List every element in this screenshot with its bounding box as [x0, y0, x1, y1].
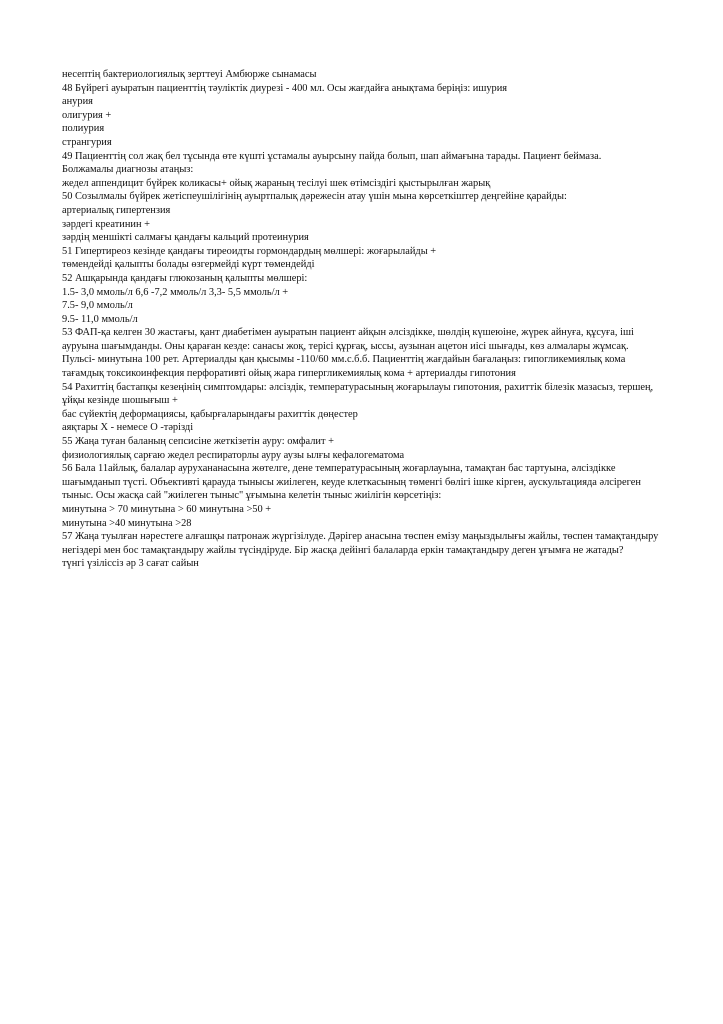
answer-option: 7.5- 9,0 ммоль/л: [62, 300, 133, 312]
answer-options: 1.5- 3,0 ммоль/л 6,6 -7,2 ммоль/л 3,3- 5,5 ммоль/л +: [62, 286, 289, 298]
question-55: 55 Жаңа туған баланың сепсисіне жеткізетін ауру: омфалит +: [62, 436, 334, 448]
answer-option: зәрдегі креатинин +: [62, 218, 150, 230]
question-48: 48 Бүйрегі ауыратын пациенттің тәуліктік диурезі - 400 мл. Осы жағдайға анықтама беріңіз: ишурия: [62, 82, 508, 94]
question-50: 50 Созылмалы бүйрек жетіспеушілігінің ауыртпалық дәрежесін атау үшін мына көрсеткіштер деңгейіне қарайды:: [62, 191, 567, 203]
answer-option: полиурия: [62, 123, 105, 135]
answer-option: олигурия +: [62, 109, 112, 121]
question-53: 53 ФАП-қа келген 30 жастағы, қант диабетімен ауыратын пациент айқын әлсіздікке, шөлдің күшеюіне, жүрек айнуға, құсуға, іші ауруына шағымданды. Оны қараған кезде: санасы жоқ, терісі құрғақ, ыссы, аузынан ацетон иісі шығады, көз алмалары жұмсақ. Пульсі- минутына 100 рет. Артериалды қан қысымы -110/60 мм.с.б.б. Пациенттің жағдайын бағалаңыз: гипогликемиялық кома тағамдық токсикоинфекция перфоративті ойық жара гипергликемиялық кома + артериалды гипотония: [62, 327, 634, 380]
question-54: 54 Рахиттің бастапқы кезеңінің симптомдары: әлсіздік, температурасының жоғарылауы гипотония, рахиттік білезік мазасыз, тершең, ұйқы кезінде шошығыш +: [62, 381, 654, 407]
answer-option: түнгі үзіліссіз әр 3 сағат сайын: [62, 558, 199, 570]
document-text: [62, 68, 672, 571]
question-57: 57 Жаңа туылған нәрестеге алғашқы патронаж жүргізілуде. Дәрігер анасына төспен емізу маңыздылығы жайлы, төспен тамақтандыру негіздері мен бос тамақтандыру жайлы түсіндіруде. Бір жасқа дейінгі балаларда еркін тамақтандыру деген ұғымға не жатады?: [62, 531, 659, 556]
question-56: 56 Бала 11айлық, балалар аурухананасына жөтелге, дене температурасының жоғарлауына, тамақтан бас тартуына, әлсіздікке шағымданып түсті. Объективті қарауда тынысы жиілеген, кеуде клеткасының төменгі бөлігі ішке кірген, аускультацияда әлсіреген тыныс. Осы жасқа сай "жиілеген тыныс" ұғымына келетін тыныс жиілігін көрсетіңіз:: [62, 463, 641, 502]
text-line: несептің бактериологиялық зерттеуі Амбюрже сынамасы: [62, 69, 317, 80]
answer-options: төмендейді қалыпты болады өзгермейді күрт төмендейді: [62, 259, 315, 271]
question-49: 49 Пациенттің сол жақ бел тұсында өте күшті ұстамалы ауырсыну пайда болып, шап аймағына тарады. Пациент беймаза.: [62, 150, 602, 162]
text-line: Болжамалы диагнозы атаңыз:: [62, 164, 194, 176]
answer-option: анурия: [62, 96, 93, 108]
answer-options: минутына > 70 минутына > 60 минутына >50 +: [62, 504, 272, 515]
question-52: 52 Ашқарында қандағы глюкозаның қалыпты мөлшері:: [62, 272, 308, 284]
question-51: 51 Гипертиреоз кезінде қандағы тиреоидты гормондардың мөлшері: жоғарылайды +: [62, 245, 437, 257]
answer-option: 9.5- 11,0 ммоль/л: [62, 313, 138, 325]
answer-options: минутына >40 минутына >28: [62, 517, 192, 529]
answer-options: жедел аппендицит бүйрек коликасы+ ойық жараның тесілуі шек өтімсіздігі қыстырылған жарық: [62, 177, 491, 189]
answer-option: бас сүйектің деформациясы, қабырғаларындағы рахиттік дөңестер: [62, 408, 358, 420]
answer-option: аяқтары Х - немесе О -тәрізді: [62, 422, 194, 434]
answer-option: артериалық гипертензия: [62, 204, 171, 216]
answer-option: странгурия: [62, 136, 112, 148]
answer-options: физиологиялық сарғаю жедел респираторлы ауру аузы ылғы кефалогематома: [62, 449, 405, 461]
answer-options: зәрдің меншікті салмағы қандағы кальций протеинурия: [62, 232, 309, 244]
